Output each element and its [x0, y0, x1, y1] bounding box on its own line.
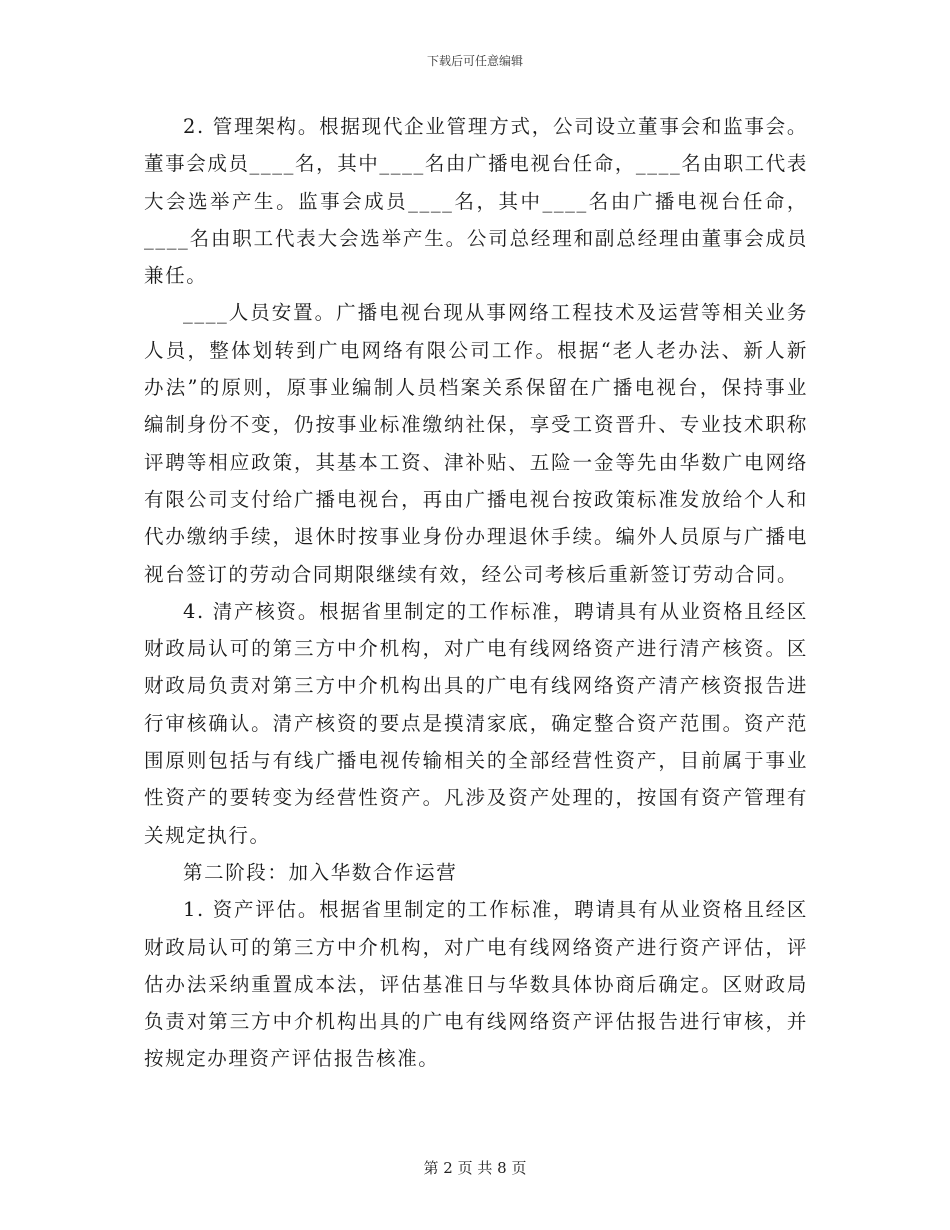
page-header: 下载后可任意编辑 [426, 54, 523, 68]
section-heading-stage-two: 第二阶段：加入华数合作运营 [183, 860, 458, 884]
paragraph-asset-evaluation: 1. 资产评估。根据省里制定的工作标准，聘请具有从业资格且经区财政局认可的第三方中介机构，对广电有线网络资产进行资产评估，评估办法采纳重置成本法，评估基准日与华数具体协商后确定。区财政局负责对第三方中介机构出具的广电有线网络资产评估报告进行审核，并按规定办理资产评估报告核准。 [144, 898, 808, 1071]
paragraph-management-structure: 2. 管理架构。根据现代企业管理方式，公司设立董事会和监事会。董事会成员____名，其中____名由广播电视台任命，____名由职工代表大会选举产生。监事会成员____名，其中____名由广播电视台任命，____名由职工代表大会选举产生。公司总经理和副总经理由董事会成员兼任。 [144, 115, 808, 288]
document-body [144, 108, 808, 1078]
page-number: 第 2 页 共 8 页 [423, 1159, 527, 1177]
paragraph-staff-placement: ____人员安置。广播电视台现从事网络工程技术及运营等相关业务人员，整体划转到广电网络有限公司工作。根据“老人老办法、新人新办法”的原则，原事业编制人员档案关系保留在广播电视台，保持事业编制身份不变，仍按事业标准缴纳社保，享受工资晋升、专业技术职称评聘等相应政策，其基本工资、津补贴、五险一金等先由华数广电网络有限公司支付给广播电视台，再由广播电视台按政策标准发放给个人和代办缴纳手续，退休时按事业身份办理退休手续。编外人员原与广播电视台签订的劳动合同期限继续有效，经公司考核后重新签订劳动合同。 [144, 301, 808, 586]
paragraph-asset-verification: 4. 清产核资。根据省里制定的工作标准，聘请具有从业资格且经区财政局认可的第三方中介机构，对广电有线网络资产进行清产核资。区财政局负责对第三方中介机构出具的广电有线网络资产清产核资报告进行审核确认。清产核资的要点是摸清家底，确定整合资产范围。资产范围原则包括与有线广播电视传输相关的全部经营性资产，目前属于事业性资产的要转变为经营性资产。凡涉及资产处理的，按国有资产管理有关规定执行。 [144, 599, 808, 847]
